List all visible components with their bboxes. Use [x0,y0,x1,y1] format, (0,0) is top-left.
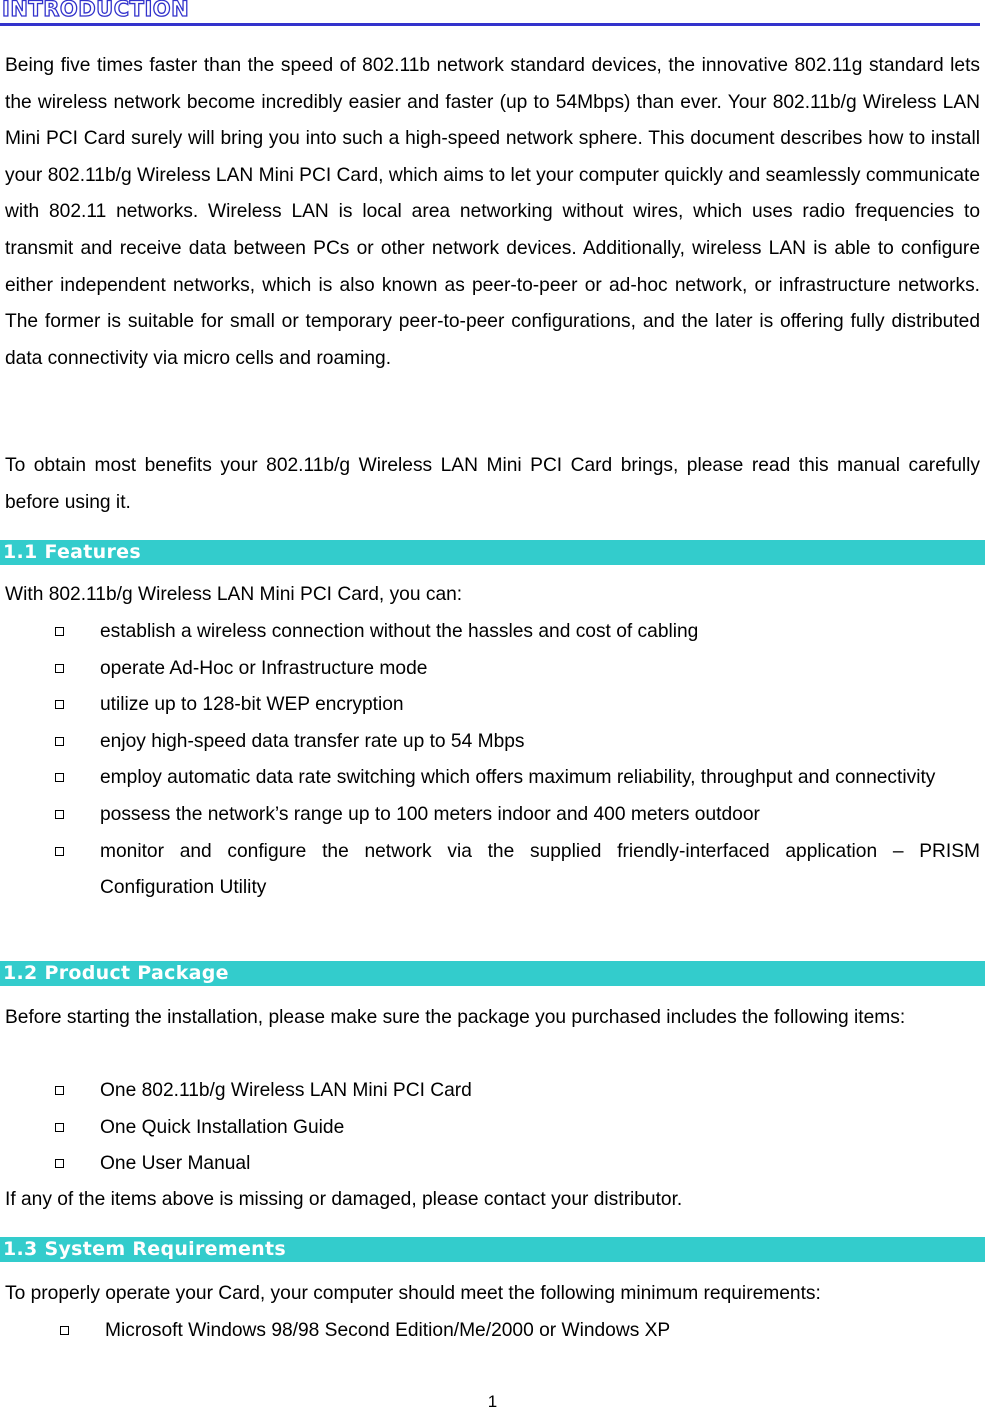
checkbox-bullet-icon [60,1326,69,1335]
package-list [0,1073,985,1183]
section-heading-features: 1.1 Features [0,540,985,565]
checkbox-bullet-icon [55,810,64,819]
package-note: If any of the items above is missing or damaged, please contact your distributor. [5,1189,683,1210]
checkbox-bullet-icon [55,664,64,673]
checkbox-bullet-icon [55,1159,64,1168]
list-item: One Quick Installation Guide [0,1110,985,1147]
page-title [0,0,980,26]
list-item: One User Manual [0,1146,985,1183]
checkbox-bullet-icon [55,1123,64,1132]
features-lead: With 802.11b/g Wireless LAN Mini PCI Card, you can: [5,584,463,605]
list-item: operate Ad-Hoc or Infrastructure mode [0,651,985,688]
list-item: utilize up to 128-bit WEP encryption [0,687,985,724]
intro-paragraph-2: To obtain most benefits your 802.11b/g Wireless LAN Mini PCI Card brings, please read this manual carefully before using it. [5,455,980,513]
requirements-list [5,1313,985,1350]
package-lead: Before starting the installation, please make sure the package you purchased includes the following items: [5,1007,906,1028]
checkbox-bullet-icon [55,700,64,709]
checkbox-bullet-icon [55,847,64,856]
section-heading-product-package: 1.2 Product Package [0,961,985,986]
checkbox-bullet-icon [55,627,64,636]
list-item: Microsoft Windows 98/98 Second Edition/Me/2000 or Windows XP [5,1313,985,1350]
requirements-lead: To properly operate your Card, your computer should meet the following minimum requirements: [5,1283,821,1304]
checkbox-bullet-icon [55,773,64,782]
section-heading-system-requirements: 1.3 System Requirements [0,1237,985,1262]
checkbox-bullet-icon [55,737,64,746]
list-item: establish a wireless connection without the hassles and cost of cabling [0,614,985,651]
page-title-text: INTRODUCTION [2,0,190,21]
page-number: 1 [487,1392,498,1411]
features-list [0,614,985,907]
list-item: enjoy high-speed data transfer rate up to 54 Mbps [0,724,985,761]
list-item: employ automatic data rate switching which offers maximum reliability, throughput and connectivity [0,760,985,797]
intro-paragraph-1: Being five times faster than the speed of 802.11b network standard devices, the innovative 802.11g standard lets the wireless network become incredibly easier and faster (up to 54Mbps) than ever. Your 802.11b/g Wireless LAN Mini PCI Card surely will bring you into such a high-speed network sphere. This document describes how to install your 802.11b/g Wireless LAN Mini PCI Card, which aims to let your computer quickly and seamlessly communicate with 802.11 networks. Wireless LAN is local area networking without wires, which uses radio frequencies to transmit and receive data between PCs or other network devices. Additionally, wireless LAN is able to configure either independent networks, which is also known as peer-to-peer or ad-hoc network, or infrastructure networks. The former is suitable for small or temporary peer-to-peer configurations, and the later is offering fully distributed data connectivity via micro cells and roaming. [5,55,980,369]
list-item: monitor and configure the network via the supplied friendly-interfaced application – PRISM Configuration Utility [0,834,985,907]
list-item: possess the network’s range up to 100 meters indoor and 400 meters outdoor [0,797,985,834]
list-item: One 802.11b/g Wireless LAN Mini PCI Card [0,1073,985,1110]
checkbox-bullet-icon [55,1086,64,1095]
